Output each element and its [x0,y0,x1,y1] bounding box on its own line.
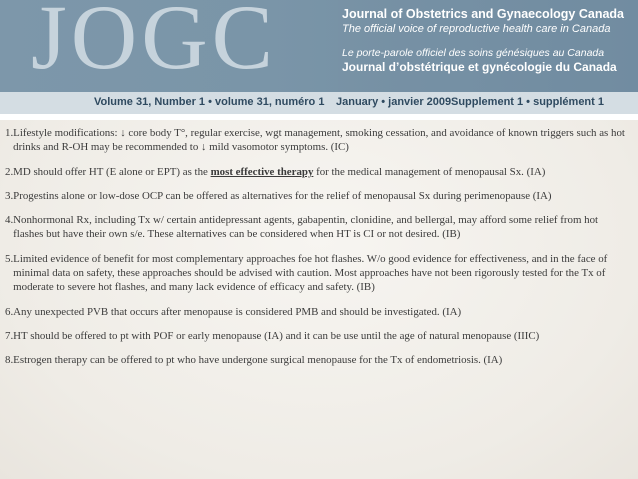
item-number: 4. [5,214,14,227]
issue-info-bar [0,92,638,115]
item-text: Nonhormonal Rx, including Tx w/ certain antidepressant agents, gabapentin, clonidine, and bellergal, may afford some relief from hot flashes but have their own s/e. These alternatives can be considered when HT is CI or not desired. (IB) [13,214,599,241]
item-number: 2. [5,165,14,178]
item-text: Progestins alone or low-dose OCP can be offered as alternatives for the relief of menopausal Sx during perimenopause (IA) [13,189,552,202]
list-item [5,305,631,319]
item-text [13,165,631,179]
banner-bottom-strip [0,114,638,120]
item-text-before: MD should offer HT (E alone or EPT) as the [13,165,211,178]
item-number: 6. [5,305,14,318]
issue-volume: Volume 31, Number 1 • volume 31, numéro 1 [94,96,325,108]
journal-logo: JOGC [31,0,278,88]
item-text: Lifestyle modifications: ↓ core body T°, regular exercise, wgt management, smoking cessation, and avoidance of known triggers such as hot drinks and R-OH may be recommended to ↓ mild vasomotor symptoms. (IC) [13,127,625,154]
journal-title: Journal of Obstetrics and Gynaecology Canada [342,7,625,21]
item-text: Any unexpected PVB that occurs after menopause is considered PMB and should be investigated. (IA) [13,305,462,318]
list-item [5,213,631,242]
list-item [5,252,631,295]
item-text-after: for the medical management of menopausal Sx. (IA) [313,165,546,178]
recommendation-list [5,126,631,378]
list-item [5,126,631,155]
item-number: 1. [5,127,14,139]
journal-banner [0,0,638,120]
journal-title-fr: Journal d’obstétrique et gynécologie du Canada [342,60,617,74]
item-number: 8. [5,354,14,367]
item-text: Limited evidence of benefit for most complementary approaches foe hot flashes. W/o good evidence for effectiveness, and in the face of minimal data on safety, these approaches should be advised with caution. Most approaches have not been rigorously tested for the Tx of moderate to severe hot flashes, and many lack evidence of efficacy and safety. (IB) [13,252,608,294]
item-text: HT should be offered to pt with POF or early menopause (IA) and it can be use until the age of natural menopause (IIIC) [13,329,540,342]
item-text: Estrogen therapy can be offered to pt who have undergone surgical menopause for the Tx of endometriosis. (IA) [13,354,503,367]
item-number: 3. [5,189,14,202]
list-item [5,189,631,203]
issue-date: January • janvier 2009 [336,96,452,108]
item-number: 7. [5,329,14,342]
list-item [5,165,631,179]
list-item [5,329,631,343]
emphasis-text: most effective therapy [210,165,314,178]
journal-tagline: The official voice of reproductive health care in Canada [342,23,611,35]
journal-tagline-fr: Le porte-parole officiel des soins génésiques au Canada [342,47,605,59]
issue-supplement: Supplement 1 • supplément 1 [451,96,604,108]
item-number: 5. [5,252,14,265]
list-item [5,353,631,367]
